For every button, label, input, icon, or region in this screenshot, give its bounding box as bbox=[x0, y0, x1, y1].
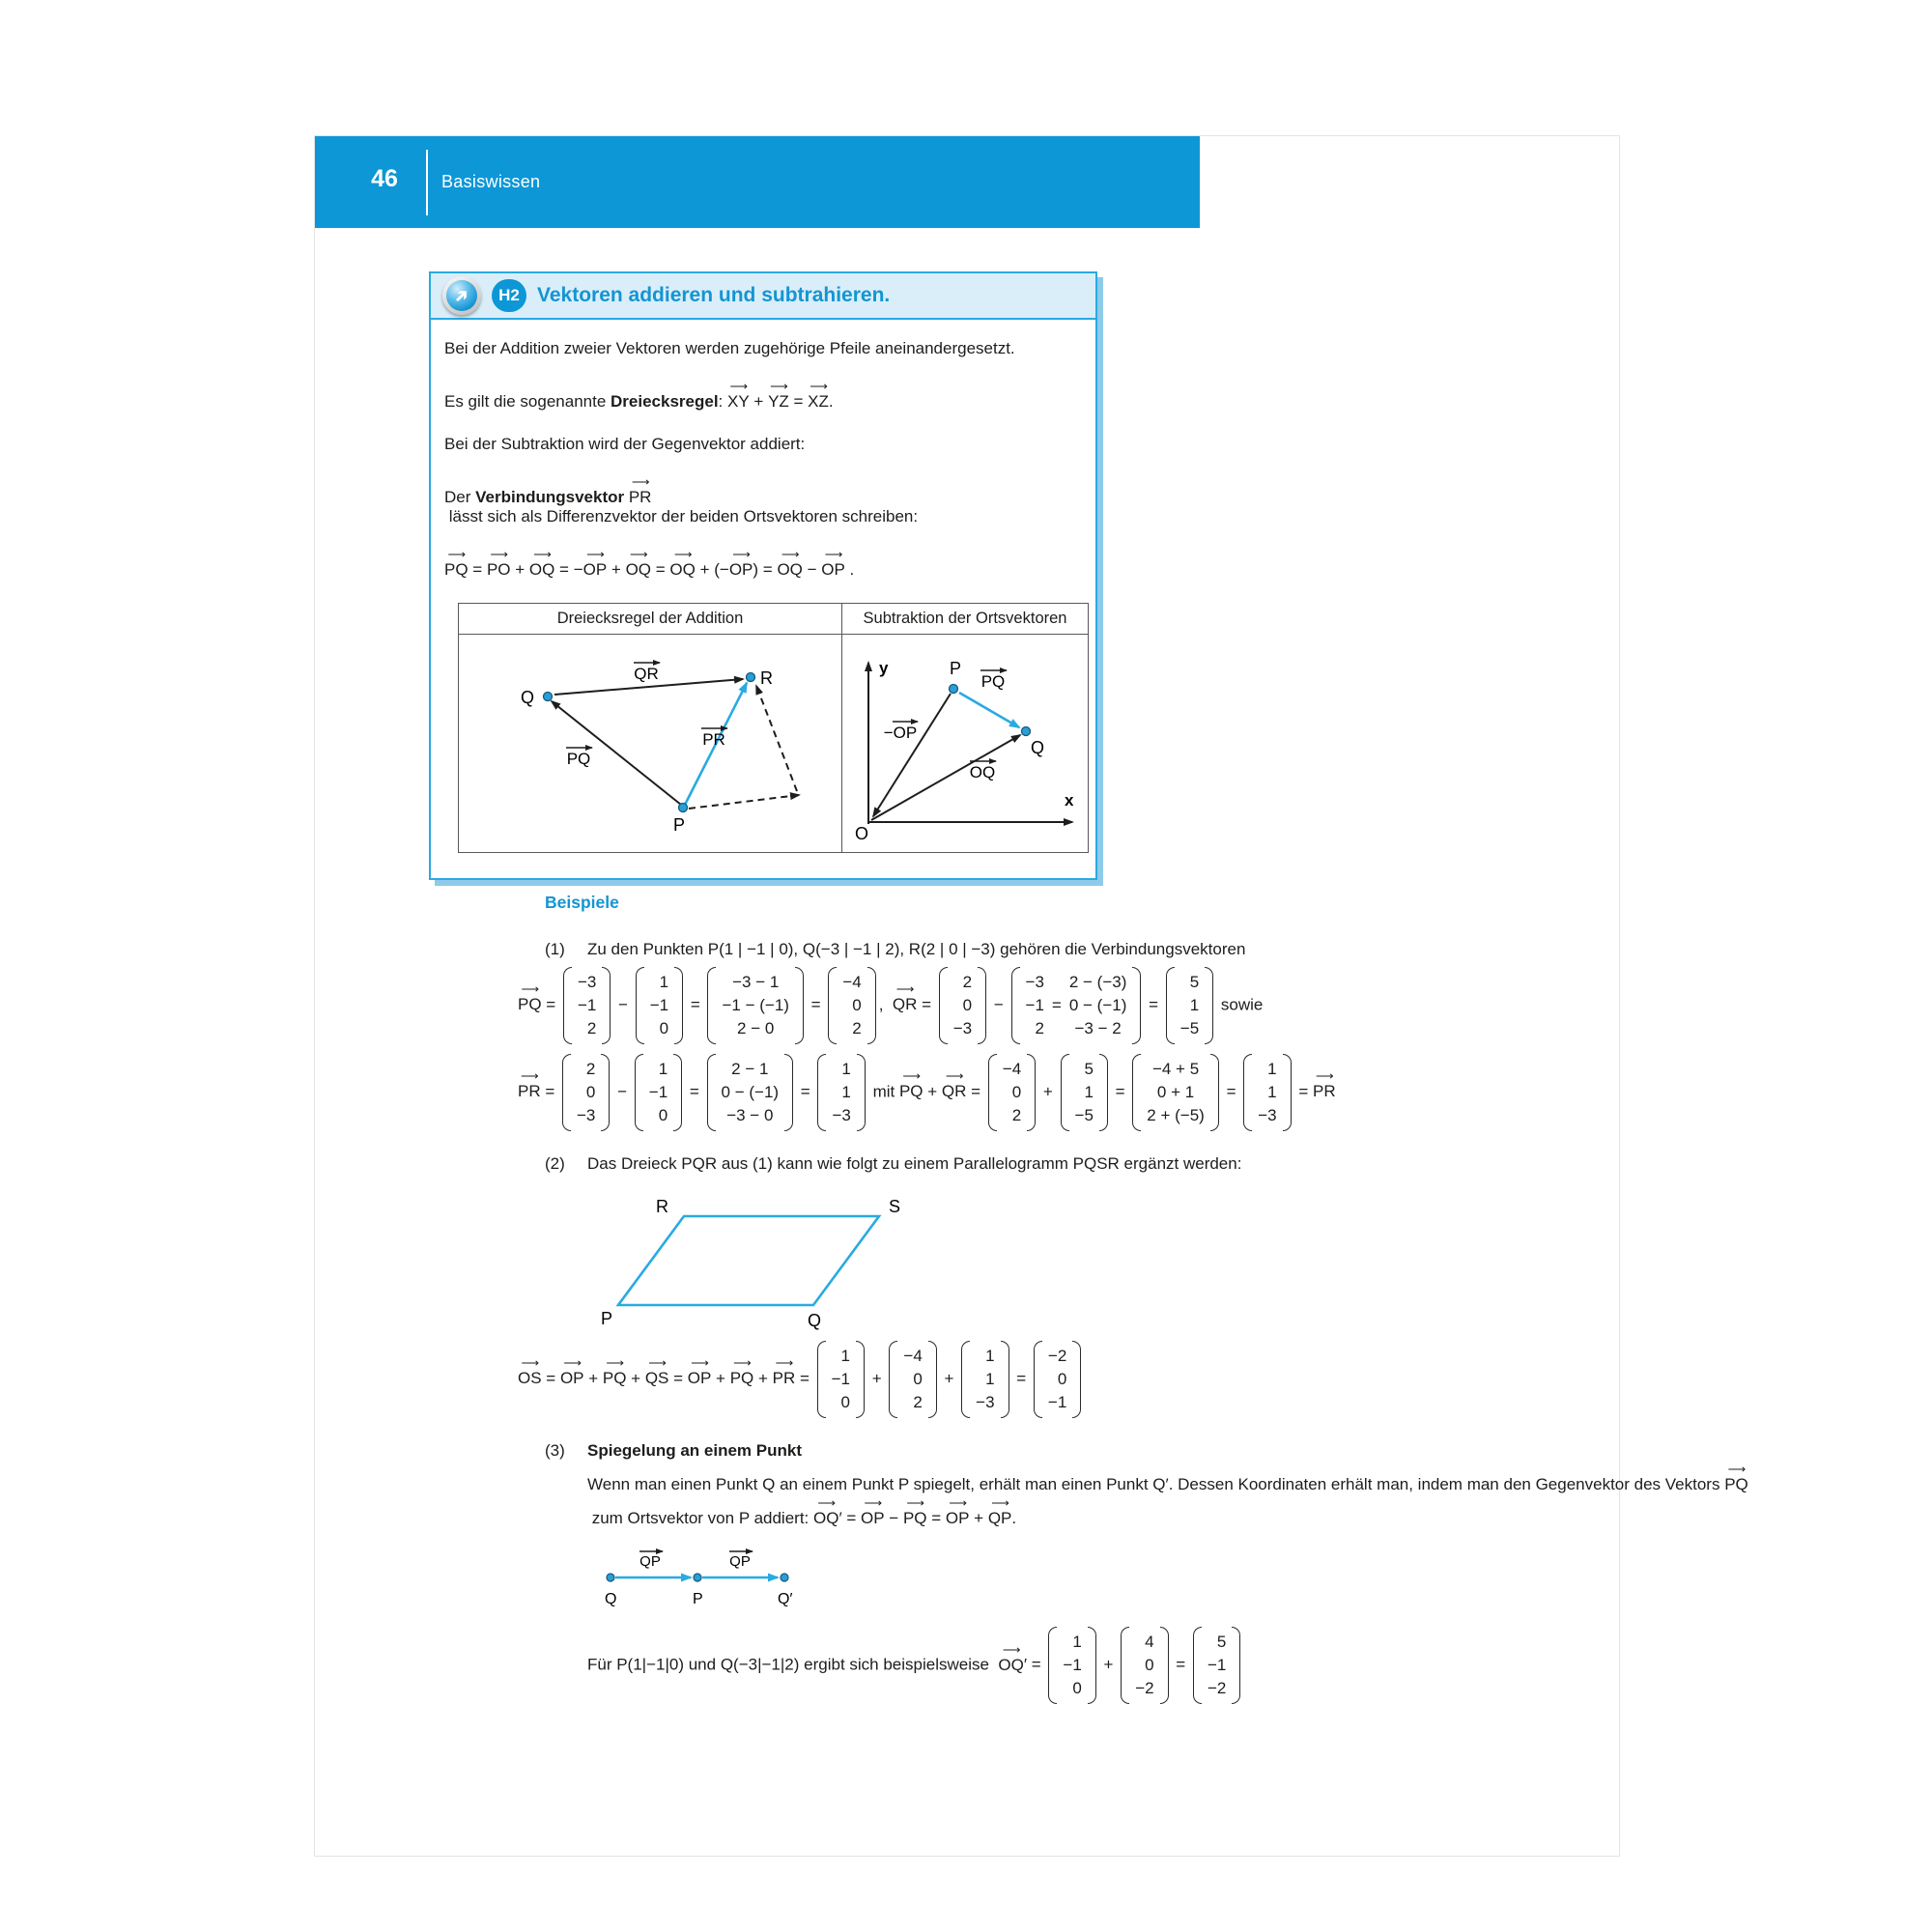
text-token: − bbox=[612, 1082, 632, 1101]
examples-heading: Beispiele bbox=[545, 893, 619, 912]
label-q4: Q bbox=[605, 1591, 617, 1608]
vector-overarrow: ⟶ bbox=[906, 1494, 924, 1510]
text-token: = bbox=[686, 995, 705, 1014]
text-token: Wenn man einen Punkt Q an einem Punkt P spiegelt, erhält man einen Punkt Q′. Dessen Koordinaten erhält man, indem man den Gegenvektor des Vektors bbox=[587, 1475, 1725, 1493]
column-vector-matrix: 1 −1 0 bbox=[635, 1054, 682, 1131]
vector-overarrow: ⟶ bbox=[1315, 1068, 1333, 1084]
column-vector-matrix: 1 −1 0 bbox=[1048, 1627, 1095, 1704]
text-token: = bbox=[668, 1369, 688, 1388]
equation-pq-qr bbox=[518, 967, 1685, 1044]
vector-symbol: ⟶ OQ bbox=[669, 547, 696, 579]
vector-overarrow: ⟶ bbox=[606, 1355, 623, 1371]
text-token: , bbox=[878, 995, 893, 1014]
vector-pq-line2 bbox=[959, 693, 1019, 727]
vector-symbol: ⟶ OP bbox=[861, 1494, 885, 1527]
column-vector-matrix: −4 0 2 bbox=[828, 967, 875, 1044]
text-token: = bbox=[795, 1369, 814, 1388]
text-token: + bbox=[626, 1369, 645, 1388]
label-qprime4: Q′ bbox=[778, 1591, 793, 1608]
column-vector-matrix: 5 −1 −2 bbox=[1193, 1627, 1240, 1704]
reflection-diagram bbox=[599, 1545, 797, 1614]
vector-symbol: ⟶ PR bbox=[628, 474, 652, 506]
text-token: Es gilt die sogenannte bbox=[444, 392, 611, 411]
text-token: . bbox=[844, 560, 855, 579]
text-token: − bbox=[613, 995, 633, 1014]
label-p: P bbox=[672, 815, 686, 835]
vector-overarrow: ⟶ bbox=[521, 1355, 539, 1371]
vector-symbol: ⟶ XZ bbox=[808, 379, 829, 411]
text-token: + bbox=[939, 1369, 959, 1388]
vector-overarrow: ⟶ bbox=[533, 547, 551, 561]
info-box-header bbox=[431, 273, 1095, 320]
column-vector-matrix: −2 0 −1 bbox=[1034, 1341, 1081, 1418]
vector-overarrow: ⟶ bbox=[520, 1068, 538, 1084]
label-pr: PR bbox=[702, 730, 725, 749]
example-2-text: Das Dreieck PQR aus (1) kann wie folgt zu einem Parallelogramm PQSR ergänzt werden: bbox=[587, 1154, 1242, 1173]
intro-line-1: Bei der Addition zweier Vektoren werden zugehörige Pfeile aneinandergesetzt. bbox=[444, 339, 1015, 357]
reflection-q-dot bbox=[607, 1574, 614, 1581]
vector-symbol: ⟶ PQ bbox=[898, 1068, 923, 1101]
column-vector-matrix: 1 −1 0 bbox=[636, 967, 683, 1044]
vector-overarrow: ⟶ bbox=[563, 1355, 582, 1371]
vector-symbol: ⟶ OQ bbox=[998, 1641, 1024, 1674]
point-r-dot bbox=[747, 673, 755, 682]
text-token: mit bbox=[867, 1082, 899, 1101]
vector-symbol: ⟶ OQ bbox=[777, 547, 803, 579]
page-number: 46 bbox=[371, 165, 398, 192]
bold-text-token: Verbindungsvektor bbox=[475, 488, 625, 506]
text-token: − bbox=[884, 1508, 903, 1527]
vector-overarrow: ⟶ bbox=[864, 1494, 882, 1510]
dashed-path-2 bbox=[756, 686, 797, 791]
vector-overarrow: ⟶ bbox=[691, 1355, 708, 1371]
text-token: = bbox=[1293, 1082, 1313, 1101]
equation-os bbox=[518, 1341, 1685, 1418]
vector-overarrow: ⟶ bbox=[733, 1355, 751, 1371]
text-token: . bbox=[828, 392, 834, 411]
example-3 bbox=[545, 1441, 1748, 1714]
example-3-paragraph bbox=[587, 1462, 1748, 1531]
examples-section bbox=[518, 893, 1748, 1727]
text-token: = bbox=[541, 995, 560, 1014]
text-token: = bbox=[1171, 1655, 1190, 1674]
text-token: = bbox=[796, 1082, 815, 1101]
vector-overarrow: ⟶ bbox=[770, 379, 787, 393]
text-token: Der bbox=[444, 488, 476, 506]
note-icon bbox=[442, 276, 481, 315]
point-q-dot bbox=[544, 693, 553, 701]
label-q2: Q bbox=[1031, 738, 1045, 757]
vector-overarrow: ⟶ bbox=[945, 1068, 963, 1084]
text-token: − bbox=[989, 995, 1009, 1014]
vector-symbol: ⟶ OP bbox=[559, 1355, 584, 1388]
text-token: zum Ortsvektor von P addiert: bbox=[587, 1508, 813, 1527]
main-vector-equation bbox=[444, 547, 1080, 580]
column-vector-matrix: −3 −1 2 bbox=[563, 967, 611, 1044]
triangle-diagram-cell bbox=[459, 635, 842, 853]
parallelogram-shape bbox=[618, 1216, 879, 1305]
column-vector-matrix: 1 1 −3 bbox=[961, 1341, 1009, 1418]
header-divider bbox=[426, 150, 428, 215]
equation-oq-prime bbox=[587, 1627, 1685, 1704]
dashed-path-1 bbox=[689, 795, 799, 809]
parallelogram-diagram bbox=[599, 1197, 918, 1332]
text-token: + bbox=[969, 1508, 988, 1527]
reflection-qprime-dot bbox=[781, 1574, 788, 1581]
label-p2: P bbox=[950, 659, 962, 678]
text-token: = bbox=[651, 560, 670, 579]
column-vector-matrix: 1 −1 0 bbox=[817, 1341, 865, 1418]
label-oq: OQ bbox=[969, 763, 996, 781]
label-q3: Q bbox=[808, 1311, 822, 1330]
vector-overarrow: ⟶ bbox=[631, 474, 649, 489]
triangle-diagram bbox=[461, 639, 839, 843]
text-token: + bbox=[753, 1369, 773, 1388]
vector-symbol: ⟶ OP bbox=[582, 547, 608, 579]
text-token: . bbox=[1011, 1508, 1017, 1527]
vector-symbol: ⟶ XY bbox=[727, 379, 750, 411]
label-qp2: QP bbox=[729, 1553, 751, 1571]
info-box bbox=[429, 271, 1097, 880]
vector-symbol: ⟶ OQ bbox=[625, 547, 652, 579]
vector-symbol: ⟶ QR bbox=[892, 981, 918, 1014]
point-p-dot bbox=[679, 804, 688, 812]
info-box-body bbox=[431, 320, 1095, 878]
label-qp1: QP bbox=[639, 1553, 661, 1571]
label-pq: PQ bbox=[566, 750, 591, 768]
column-vector-matrix: 2 0 −3 bbox=[939, 967, 986, 1044]
vector-overarrow: ⟶ bbox=[648, 1355, 666, 1371]
text-token: + bbox=[607, 560, 626, 579]
text-token: = bbox=[1144, 995, 1163, 1014]
label-r3: R bbox=[656, 1197, 668, 1216]
label-r: R bbox=[760, 668, 773, 688]
text-token: + (− bbox=[695, 560, 729, 579]
coordinate-diagram bbox=[844, 639, 1086, 843]
label-s3: S bbox=[889, 1197, 901, 1216]
text-token: + bbox=[1038, 1082, 1058, 1101]
info-box-title: Vektoren addieren und subtrahieren. bbox=[537, 284, 891, 306]
vector-overarrow: ⟶ bbox=[490, 547, 508, 561]
header-bar bbox=[315, 136, 1200, 228]
column-vector-matrix: 1 1 −3 bbox=[817, 1054, 865, 1131]
vector-overarrow: ⟶ bbox=[673, 547, 692, 561]
text-token: = bbox=[468, 560, 487, 579]
column-vector-matrix: −3 − 1 −1 − (−1) 2 − 0 bbox=[707, 967, 803, 1044]
example-2 bbox=[518, 1154, 1685, 1428]
vector-overarrow: ⟶ bbox=[586, 547, 604, 561]
text-token: = bbox=[541, 1369, 560, 1388]
text-token: + bbox=[923, 1082, 942, 1101]
vector-symbol: ⟶ OP bbox=[945, 1494, 970, 1527]
vector-symbol: ⟶ OQ bbox=[528, 547, 555, 579]
text-token: ′ = bbox=[838, 1508, 862, 1527]
vector-symbol: ⟶ PQ bbox=[729, 1355, 754, 1388]
vector-symbol: ⟶ QS bbox=[644, 1355, 669, 1388]
label-x: x bbox=[1065, 791, 1074, 810]
bold-text-token: Dreiecksregel bbox=[611, 392, 719, 411]
example-1-body bbox=[518, 940, 1685, 1141]
text-token: = bbox=[685, 1082, 704, 1101]
reflection-p-dot bbox=[694, 1574, 701, 1581]
vector-overarrow: ⟶ bbox=[991, 1494, 1009, 1510]
example-3-body bbox=[587, 1441, 1748, 1714]
column-vector-matrix: 2 − 1 0 − (−1) −3 − 0 bbox=[707, 1054, 794, 1131]
triangle-rule-line bbox=[444, 379, 1080, 412]
example-1-intro: Zu den Punkten P(1 | −1 | 0), Q(−3 | −1 | 2), R(2 | 0 | −3) gehören die Verbindungsvektoren bbox=[587, 940, 1246, 958]
example-3-title: Spiegelung an einem Punkt bbox=[587, 1441, 802, 1460]
column-vector-matrix: −4 + 5 0 + 1 2 + (−5) bbox=[1132, 1054, 1219, 1131]
text-token: sowie bbox=[1216, 995, 1264, 1014]
vector-overarrow: ⟶ bbox=[824, 547, 842, 561]
subtraction-line: Bei der Subtraktion wird der Gegenvektor addiert: bbox=[444, 435, 806, 453]
vector-overarrow: ⟶ bbox=[1002, 1641, 1020, 1657]
vector-symbol: ⟶ PQ bbox=[518, 981, 542, 1014]
vector-overarrow: ⟶ bbox=[732, 547, 750, 561]
text-token: = − bbox=[554, 560, 583, 579]
merged-vector-matrix: −3 −1 2 = 2 − (−3) 0 − (−1) −3 − 2 bbox=[1011, 967, 1142, 1044]
vector-symbol: ⟶ OP bbox=[821, 547, 845, 579]
vector-symbol: ⟶ PR bbox=[772, 1355, 796, 1388]
column-vector-matrix: 5 1 −5 bbox=[1166, 967, 1213, 1044]
text-token: + bbox=[749, 392, 769, 411]
text-token: + bbox=[867, 1369, 887, 1388]
text-token: + bbox=[583, 1369, 603, 1388]
connection-vector-line bbox=[444, 474, 1080, 526]
column-vector-matrix: 2 0 −3 bbox=[562, 1054, 610, 1131]
vector-symbol: ⟶ YZ bbox=[768, 379, 789, 411]
example-2-number: (2) bbox=[545, 1154, 565, 1173]
vector-symbol: ⟶ PR bbox=[518, 1068, 541, 1101]
arrow-icon: ➔ bbox=[449, 283, 474, 308]
vector-overarrow: ⟶ bbox=[1727, 1462, 1746, 1476]
vector-overarrow: ⟶ bbox=[629, 547, 647, 561]
text-token: = bbox=[1221, 1082, 1241, 1101]
vector-symbol: ⟶ OP bbox=[687, 1355, 712, 1388]
page-frame bbox=[314, 135, 1748, 1857]
vector-symbol: ⟶ QP bbox=[987, 1494, 1012, 1527]
vector-overarrow: ⟶ bbox=[447, 547, 466, 561]
rules-table-header-row bbox=[459, 604, 1089, 635]
text-token: = bbox=[806, 995, 826, 1014]
point-p-dot2 bbox=[950, 685, 958, 694]
vector-overarrow: ⟶ bbox=[775, 1355, 793, 1371]
vector-overarrow: ⟶ bbox=[895, 981, 914, 997]
section-title: Basiswissen bbox=[441, 172, 541, 191]
example-1-number: (1) bbox=[545, 940, 565, 958]
text-token: = bbox=[1110, 1082, 1130, 1101]
text-token: Für P(1|−1|0) und Q(−3|−1|2) ergibt sich beispielsweise bbox=[587, 1655, 999, 1674]
vector-symbol: ⟶ QR bbox=[941, 1068, 967, 1101]
equation-pr bbox=[518, 1054, 1685, 1131]
column-vector-matrix: −4 0 2 bbox=[988, 1054, 1036, 1131]
text-token: + bbox=[711, 1369, 730, 1388]
text-token: = bbox=[788, 392, 809, 411]
vector-overarrow: ⟶ bbox=[817, 1494, 836, 1510]
rules-table bbox=[458, 603, 1089, 853]
text-token: + bbox=[1098, 1655, 1119, 1674]
label-p4: P bbox=[693, 1591, 703, 1608]
rules-table-body-row bbox=[459, 635, 1089, 853]
vector-symbol: ⟶ OQ bbox=[813, 1494, 839, 1527]
text-token: = bbox=[917, 995, 936, 1014]
text-token: = bbox=[966, 1082, 985, 1101]
column-vector-matrix: 5 1 −5 bbox=[1061, 1054, 1108, 1131]
vector-symbol: ⟶ PQ bbox=[1724, 1462, 1748, 1493]
table-header-addition: Dreiecksregel der Addition bbox=[459, 604, 842, 635]
text-token: = bbox=[540, 1082, 559, 1101]
label-minus-op: −OP bbox=[883, 724, 918, 742]
label-y: y bbox=[879, 659, 889, 677]
vector-overarrow: ⟶ bbox=[781, 547, 799, 561]
vector-symbol: ⟶ PQ bbox=[602, 1355, 627, 1388]
text-token: − bbox=[802, 560, 822, 579]
vector-symbol: ⟶ PO bbox=[486, 547, 511, 579]
vector-symbol: ⟶ PR bbox=[1312, 1068, 1336, 1101]
label-qr: QR bbox=[634, 665, 659, 683]
vector-symbol: ⟶ PQ bbox=[902, 1494, 927, 1527]
text-token: = bbox=[926, 1508, 946, 1527]
text-token: : bbox=[718, 392, 727, 411]
example-1 bbox=[518, 940, 1685, 1141]
vector-oq-line bbox=[871, 735, 1020, 820]
column-vector-matrix: 4 0 −2 bbox=[1121, 1627, 1168, 1704]
vector-overarrow: ⟶ bbox=[902, 1068, 921, 1084]
vector-symbol: ⟶ OS bbox=[518, 1355, 542, 1388]
label-p3: P bbox=[601, 1309, 613, 1328]
label-o: O bbox=[855, 824, 869, 843]
label-pq2: PQ bbox=[980, 672, 1006, 691]
vector-symbol: ⟶ OP bbox=[728, 547, 753, 579]
text-token: + bbox=[510, 560, 529, 579]
vector-overarrow: ⟶ bbox=[729, 379, 748, 393]
column-vector-matrix: 1 1 −3 bbox=[1243, 1054, 1291, 1131]
example-2-body bbox=[518, 1154, 1685, 1428]
vector-overarrow: ⟶ bbox=[949, 1494, 966, 1510]
text-token: ′ = bbox=[1023, 1655, 1046, 1674]
point-q-dot2 bbox=[1022, 727, 1031, 736]
vector-overarrow: ⟶ bbox=[521, 981, 539, 997]
note-icon-sphere bbox=[446, 280, 477, 311]
example-3-number: (3) bbox=[545, 1441, 565, 1460]
vector-symbol: ⟶ PQ bbox=[444, 547, 469, 579]
column-vector-matrix: −4 0 2 bbox=[889, 1341, 936, 1418]
coordinate-diagram-cell bbox=[842, 635, 1089, 853]
text-token: = bbox=[1011, 1369, 1031, 1388]
text-token: ) = bbox=[753, 560, 778, 579]
h2-badge: H2 bbox=[492, 279, 526, 312]
vector-overarrow: ⟶ bbox=[810, 379, 827, 393]
text-token: lässt sich als Differenzvektor der beiden Ortsvektoren schreiben: bbox=[444, 507, 919, 526]
table-header-subtraction: Subtraktion der Ortsvektoren bbox=[842, 604, 1089, 635]
label-q: Q bbox=[520, 688, 534, 707]
